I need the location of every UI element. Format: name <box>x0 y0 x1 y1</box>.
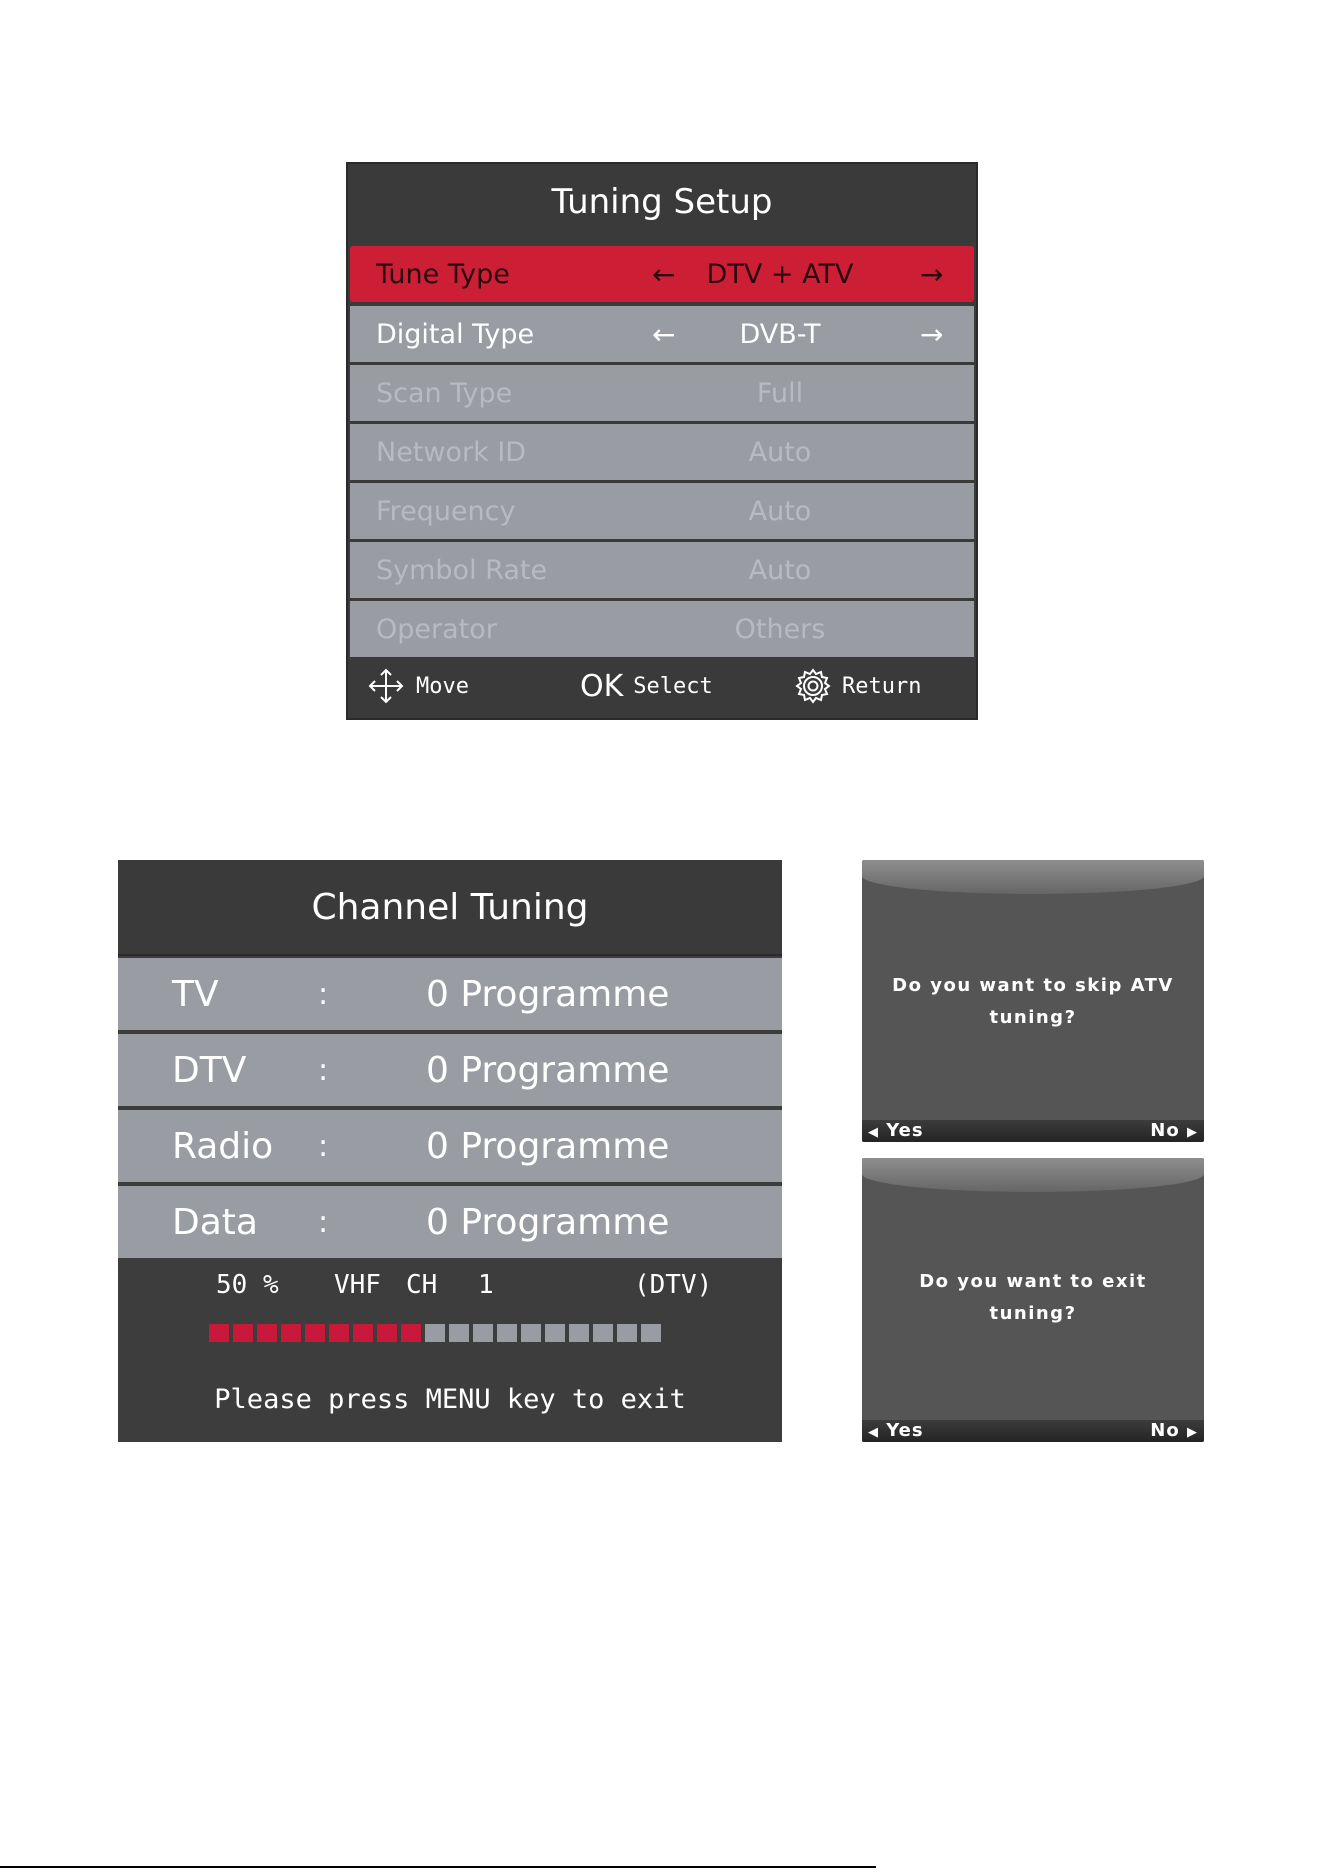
skip-atv-dialog <box>862 860 1204 1142</box>
row-label: Radio <box>172 1125 274 1167</box>
row-label: TV <box>172 973 219 1015</box>
progress-segment <box>641 1324 661 1342</box>
progress-segment <box>617 1324 637 1342</box>
row-value: DTV + ATV <box>706 258 854 290</box>
row-value: 0 Programme <box>426 1049 670 1091</box>
progress-segment <box>521 1324 541 1342</box>
row-digital-type[interactable] <box>350 306 974 362</box>
row-colon: : <box>318 1128 329 1164</box>
progress-segment <box>425 1324 445 1342</box>
triangle-left-icon: ◀ <box>868 1425 879 1440</box>
row-label: Network ID <box>376 436 527 468</box>
progress-segment <box>281 1324 301 1342</box>
row-label: Scan Type <box>376 377 513 409</box>
row-colon: : <box>318 976 329 1012</box>
row-label: DTV <box>172 1049 247 1091</box>
exit-tuning-dialog <box>862 1158 1204 1442</box>
triangle-right-icon: ▶ <box>1187 1425 1198 1440</box>
dialog-footer <box>862 1420 1204 1442</box>
row-value: 0 Programme <box>426 1201 670 1243</box>
dialog-message-line: Do you want to skip ATV <box>892 975 1174 996</box>
progress-segment <box>329 1324 349 1342</box>
row-colon: : <box>318 1204 329 1240</box>
arrow-left-icon[interactable]: ← <box>652 317 676 351</box>
row-label: Symbol Rate <box>376 554 548 586</box>
yes-label: Yes <box>886 1120 924 1141</box>
move-icon <box>366 666 406 706</box>
tuning-progress-bar <box>209 1324 661 1342</box>
row-value: Auto <box>748 436 812 468</box>
row-label: Tune Type <box>376 258 510 290</box>
list-item-tv <box>118 958 782 1030</box>
list-item-radio <box>118 1110 782 1182</box>
progress-segment <box>377 1324 397 1342</box>
progress-segment <box>569 1324 589 1342</box>
dialog-footer <box>862 1120 1204 1142</box>
dialog-message-line: Do you want to exit tuning? <box>919 1271 1147 1324</box>
no-label: No <box>1150 1420 1180 1441</box>
dialog-header <box>862 1158 1204 1192</box>
yes-label: Yes <box>886 1420 924 1441</box>
no-label: No <box>1150 1120 1180 1141</box>
progress-segment <box>497 1324 517 1342</box>
triangle-left-icon: ◀ <box>868 1125 879 1140</box>
progress-segment <box>449 1324 469 1342</box>
row-network-id <box>350 424 974 480</box>
move-label: Move <box>416 673 469 699</box>
status-channel: 1 <box>478 1270 494 1300</box>
footer-move <box>366 666 469 706</box>
status-band: VHF <box>334 1270 381 1300</box>
status-ch-label: CH <box>406 1270 438 1300</box>
yes-button[interactable] <box>868 1120 924 1142</box>
row-tune-type[interactable] <box>350 246 974 302</box>
row-value: Auto <box>748 495 812 527</box>
row-frequency <box>350 483 974 539</box>
footer-select <box>580 669 713 704</box>
dialog-message-line: tuning? <box>989 1007 1077 1028</box>
gear-icon <box>794 667 832 705</box>
row-label: Frequency <box>376 495 516 527</box>
ok-icon: OK <box>580 668 624 704</box>
row-value: 0 Programme <box>426 973 670 1015</box>
progress-segment <box>353 1324 373 1342</box>
select-label: Select <box>633 673 713 699</box>
dialog-message <box>882 1266 1184 1330</box>
progress-segment <box>305 1324 325 1342</box>
row-label: Data <box>172 1201 258 1243</box>
channel-tuning-panel <box>118 860 782 1442</box>
return-label: Return <box>842 673 922 699</box>
dialog-message <box>882 970 1184 1034</box>
list-item-dtv <box>118 1034 782 1106</box>
progress-segment <box>401 1324 421 1342</box>
row-operator <box>350 601 974 657</box>
status-percent: 50 % <box>216 1270 279 1300</box>
tuning-setup-footer <box>348 654 976 718</box>
yes-button[interactable] <box>868 1420 924 1442</box>
progress-segment <box>545 1324 565 1342</box>
dialog-header <box>862 860 1204 894</box>
row-label: Digital Type <box>376 318 535 350</box>
status-mode: (DTV) <box>634 1270 713 1300</box>
row-value: 0 Programme <box>426 1125 670 1167</box>
arrow-right-icon[interactable]: → <box>920 257 944 291</box>
progress-segment <box>209 1324 229 1342</box>
progress-segment <box>233 1324 253 1342</box>
row-value: Auto <box>748 554 812 586</box>
list-item-data <box>118 1186 782 1258</box>
page-divider <box>0 1866 876 1868</box>
no-button[interactable] <box>1150 1420 1198 1442</box>
row-colon: : <box>318 1052 329 1088</box>
row-label: Operator <box>376 613 497 645</box>
footer-return <box>794 667 921 705</box>
row-symbol-rate <box>350 542 974 598</box>
exit-hint: Please press MENU key to exit <box>214 1384 686 1415</box>
tuning-setup-panel <box>346 162 978 720</box>
progress-segment <box>473 1324 493 1342</box>
row-value: Others <box>734 613 826 645</box>
progress-segment <box>257 1324 277 1342</box>
arrow-left-icon[interactable]: ← <box>652 257 676 291</box>
row-value: DVB-T <box>739 318 821 350</box>
arrow-right-icon[interactable]: → <box>920 317 944 351</box>
channel-tuning-title: Channel Tuning <box>118 860 782 956</box>
triangle-right-icon: ▶ <box>1187 1125 1198 1140</box>
progress-segment <box>593 1324 613 1342</box>
no-button[interactable] <box>1150 1120 1198 1142</box>
row-value: Full <box>756 377 804 409</box>
row-scan-type <box>350 365 974 421</box>
tuning-setup-title: Tuning Setup <box>551 182 773 222</box>
